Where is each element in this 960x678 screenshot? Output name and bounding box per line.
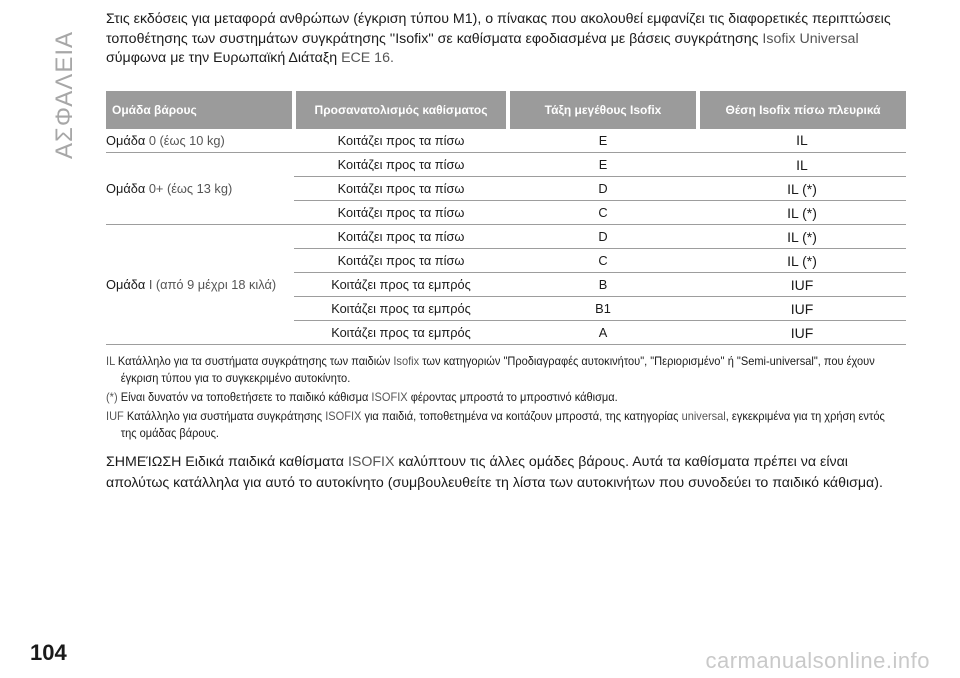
footnote-il (106, 353, 906, 387)
position-cell: IL (*) (698, 249, 906, 273)
header-size-class: Τάξη μεγέθους Isofix (508, 91, 698, 129)
footnote-text: Κατάλληλο για τα συστήματα συγκράτησης των παιδιών (114, 354, 394, 368)
size-cell: C (508, 201, 698, 225)
position-cell: IUF (698, 297, 906, 321)
page-number: 104 (30, 640, 67, 665)
footnote-continuation: της ομάδας βάρους. (120, 426, 219, 440)
orientation-cell: Κοιτάζει προς τα πίσω (294, 177, 508, 201)
footnote-text: Είναι δυνατόν να τοποθετήσετε το παιδικό κάθισμα (117, 390, 372, 404)
intro-text-1: Στις εκδόσεις για μεταφορά ανθρώπων (έγκριση τύπου Μ1), ο πίνακας που ακολουθεί εμφανίζει τις διαφορετικές περιπτώσεις τοποθέτησης των συστημάτων συγκράτησης ''Isofix'' σε καθίσματα εφοδιασμένα με βάσεις συγκράτησης (106, 11, 891, 47)
size-cell: C (508, 249, 698, 273)
orientation-cell: Κοιτάζει προς τα πίσω (294, 153, 508, 177)
footnote-universal: universal (681, 409, 726, 423)
watermark: carmanualsonline.info (705, 648, 930, 673)
orientation-cell: Κοιτάζει προς τα πίσω (294, 201, 508, 225)
position-cell: IUF (698, 321, 906, 345)
note-text: καλύπτουν τις άλλες ομάδες βάρους. Αυτά τα καθίσματα πρέπει να είναι απολύτως κατάλληλα για αυτό το αυτοκίνητο (συμβουλευθείτε τη λίστα των αυτοκινήτων που συνοδεύει το παιδικό κάθισμα). (106, 454, 883, 491)
page-content (106, 10, 906, 494)
size-cell: B1 (508, 297, 698, 321)
section-title (40, 30, 90, 160)
group-detail: 0 (έως 10 kg) (148, 132, 225, 148)
footnote-isofix: ISOFIX (325, 409, 362, 423)
group-cell (106, 225, 294, 345)
header-orientation: Προσανατολισμός καθίσματος (294, 91, 508, 129)
intro-text-2: σύμφωνα με την Ευρωπαϊκή Διάταξη (106, 50, 342, 66)
orientation-cell: Κοιτάζει προς τα εμπρός (294, 321, 508, 345)
note-text: ΣΗΜΕΊΩΣΗ Ειδικά παιδικά καθίσματα (106, 454, 348, 470)
position-cell: IUF (698, 273, 906, 297)
footnote-abbr: IUF (106, 409, 124, 423)
orientation-cell: Κοιτάζει προς τα πίσω (294, 129, 508, 153)
isofix-table (106, 91, 906, 346)
footnote-abbr: (*) (106, 390, 118, 404)
intro-ece: ECE 16. (341, 50, 394, 66)
position-cell: IL (*) (698, 201, 906, 225)
footnote-isofix: Isofix (393, 354, 420, 368)
footnote-iuf (106, 408, 906, 442)
footnote-text: Κατάλληλο για συστήματα συγκράτησης (123, 409, 326, 423)
group-detail: 0+ (έως 13 kg) (148, 181, 233, 196)
position-cell: IL (698, 153, 906, 177)
orientation-cell: Κοιτάζει προς τα εμπρός (294, 273, 508, 297)
size-cell: D (508, 177, 698, 201)
group-cell (106, 153, 294, 225)
group-cell (106, 129, 294, 153)
group-label: Ομάδα (106, 277, 146, 292)
position-cell: IL (698, 129, 906, 153)
position-cell: IL (*) (698, 177, 906, 201)
size-cell: A (508, 321, 698, 345)
table-body (106, 129, 906, 345)
footnote-text: φέροντας μπροστά το μπροστινό κάθισμα. (407, 390, 618, 404)
footnote-text: των κατηγοριών "Προδιαγραφές αυτοκινήτου", "Περιορισμένο'' ή "Semi-universal", που έχουν (419, 354, 875, 368)
footnote-abbr: IL (106, 354, 115, 368)
footnote-star (106, 389, 906, 406)
header-position: Θέση Isofix πίσω πλευρικά (698, 91, 906, 129)
size-cell: E (508, 129, 698, 153)
footnote-isofix: ISOFIX (371, 390, 408, 404)
size-cell: D (508, 225, 698, 249)
size-cell: E (508, 153, 698, 177)
size-cell: B (508, 273, 698, 297)
note-isofix: ISOFIX (347, 454, 395, 470)
position-cell: IL (*) (698, 225, 906, 249)
orientation-cell: Κοιτάζει προς τα πίσω (294, 249, 508, 273)
table-header-row (106, 91, 906, 129)
table-row (106, 153, 906, 177)
group-label: Ομάδα (106, 132, 146, 148)
table-row (106, 129, 906, 153)
footnote-text: , εγκεκριμένα για τη χρήση εντός (725, 409, 885, 423)
footnote-text: για παιδιά, τοποθετημένα να κοιτάζουν μπροστά, της κατηγορίας (361, 409, 682, 423)
group-detail: I (από 9 μέχρι 18 κιλά) (148, 277, 277, 292)
footnote-continuation: έγκριση τύπου για το συγκεκριμένο αυτοκίνητο. (120, 371, 351, 385)
orientation-cell: Κοιτάζει προς τα εμπρός (294, 297, 508, 321)
intro-paragraph (106, 10, 906, 69)
header-weight-group: Ομάδα βάρους (106, 91, 294, 129)
table-row (106, 225, 906, 249)
orientation-cell: Κοιτάζει προς τα πίσω (294, 225, 508, 249)
intro-isofix-universal: Isofix Universal (762, 30, 859, 47)
section-title-text: ΑΣΦΑΛΕΙΑ (51, 30, 78, 160)
note-paragraph (106, 452, 906, 494)
group-label: Ομάδα (106, 181, 146, 196)
footnotes (106, 353, 906, 442)
